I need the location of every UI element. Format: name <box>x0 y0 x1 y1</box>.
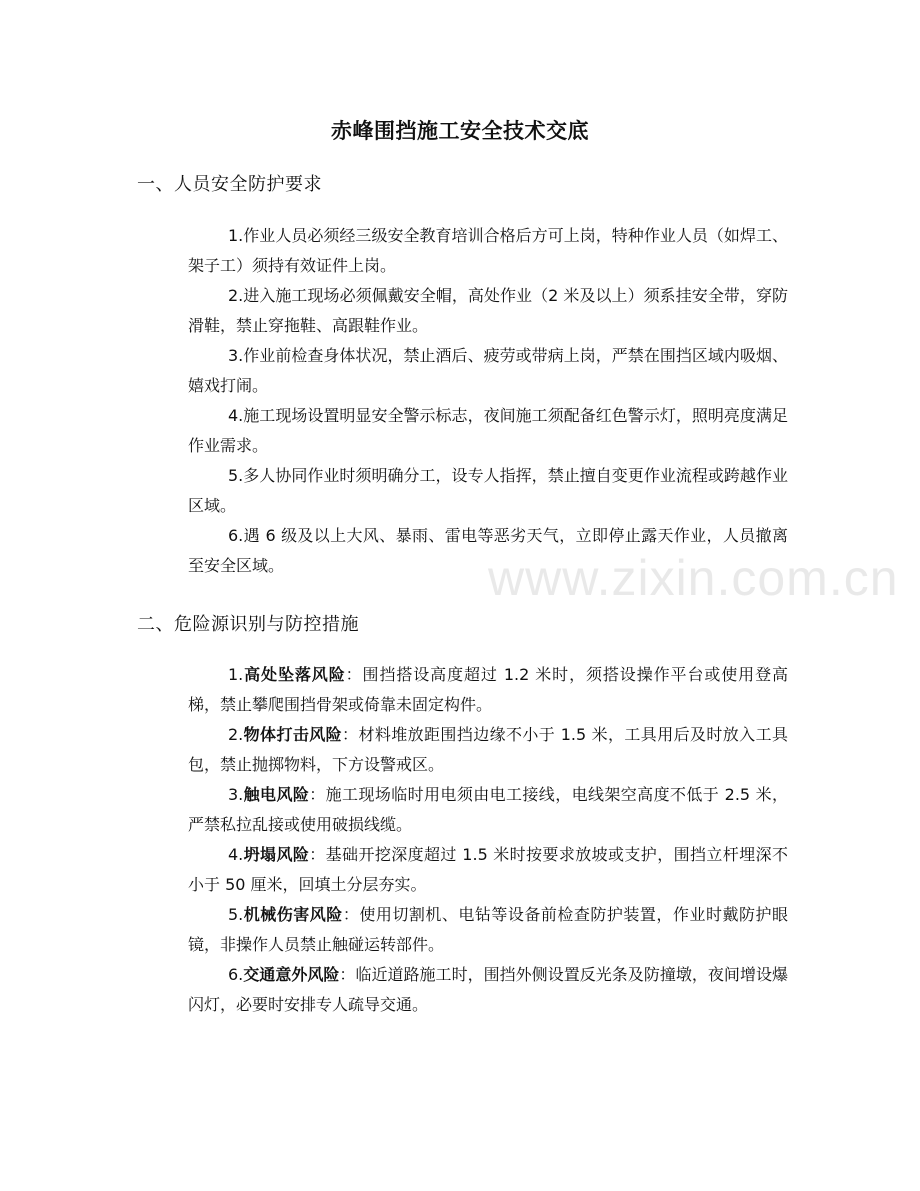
list-item <box>188 221 788 281</box>
list-item <box>188 341 788 401</box>
section-hazard-control-list <box>188 660 788 1020</box>
item-number: 4. <box>228 406 244 425</box>
item-number: 1. <box>228 226 244 245</box>
item-text: 施工现场设置明显安全警示标志，夜间施工须配备红色警示灯，照明亮度满足作业需求。 <box>188 406 788 455</box>
item-keyword: 触电风险 <box>243 785 310 804</box>
item-number: 5. <box>228 466 244 485</box>
item-keyword: 交通意外风险 <box>243 965 340 984</box>
section-personnel-safety-list <box>188 221 788 581</box>
item-number: 1. <box>228 665 244 684</box>
item-text: 多人协同作业时须明确分工，设专人指挥，禁止擅自变更作业流程或跨越作业区域。 <box>188 466 788 515</box>
item-number: 6. <box>228 965 244 984</box>
item-number: 5. <box>228 905 244 924</box>
item-keyword: 机械伤害风险 <box>243 905 343 924</box>
list-item <box>188 401 788 461</box>
section-heading-personnel-safety: 一、人员安全防护要求 <box>137 174 322 195</box>
list-item <box>188 660 788 720</box>
item-text: 遇 6 级及以上大风、暴雨、雷电等恶劣天气，立即停止露天作业，人员撤离至安全区域。 <box>188 526 788 575</box>
item-text: ：基础开挖深度超过 1.5 米时按要求放坡或支护，围挡立杆埋深不小于 50 厘米，回填土分层夯实。 <box>188 845 788 894</box>
item-number: 6. <box>228 526 244 545</box>
section-heading-hazard-control: 二、危险源识别与防控措施 <box>137 614 359 635</box>
list-item <box>188 780 788 840</box>
item-number: 3. <box>228 785 244 804</box>
item-text: ：围挡搭设高度超过 1.2 米时，须搭设操作平台或使用登高梯，禁止攀爬围挡骨架或倚靠未固定构件。 <box>188 665 788 714</box>
list-item <box>188 900 788 960</box>
list-item <box>188 720 788 780</box>
list-item <box>188 521 788 581</box>
item-keyword: 坍塌风险 <box>243 845 310 864</box>
watermark: www.zixin.com.cn <box>488 550 899 606</box>
item-text: ：临近道路施工时，围挡外侧设置反光条及防撞墩，夜间增设爆闪灯，必要时安排专人疏导交通。 <box>188 965 788 1014</box>
item-text: ：材料堆放距围挡边缘不小于 1.5 米，工具用后及时放入工具包，禁止抛掷物料，下方设警戒区。 <box>188 725 788 774</box>
document-title: 赤峰围挡施工安全技术交底 <box>331 119 589 143</box>
item-text: 作业人员必须经三级安全教育培训合格后方可上岗，特种作业人员（如焊工、架子工）须持有效证件上岗。 <box>188 226 788 275</box>
list-item <box>188 960 788 1020</box>
item-number: 2. <box>228 725 244 744</box>
item-text: ：使用切割机、电钻等设备前检查防护装置，作业时戴防护眼镜，非操作人员禁止触碰运转部件。 <box>188 905 788 954</box>
list-item <box>188 281 788 341</box>
item-text: 作业前检查身体状况，禁止酒后、疲劳或带病上岗，严禁在围挡区域内吸烟、嬉戏打闹。 <box>188 346 788 395</box>
list-item <box>188 461 788 521</box>
item-text: ：施工现场临时用电须由电工接线，电线架空高度不低于 2.5 米，严禁私拉乱接或使用破损线缆。 <box>188 785 788 834</box>
item-number: 2. <box>228 286 244 305</box>
item-number: 4. <box>228 845 244 864</box>
list-item <box>188 840 788 900</box>
item-keyword: 高处坠落风险 <box>243 665 346 684</box>
item-text: 进入施工现场必须佩戴安全帽，高处作业（2 米及以上）须系挂安全带，穿防滑鞋，禁止穿拖鞋、高跟鞋作业。 <box>188 286 788 335</box>
item-number: 3. <box>228 346 244 365</box>
item-keyword: 物体打击风险 <box>243 725 343 744</box>
